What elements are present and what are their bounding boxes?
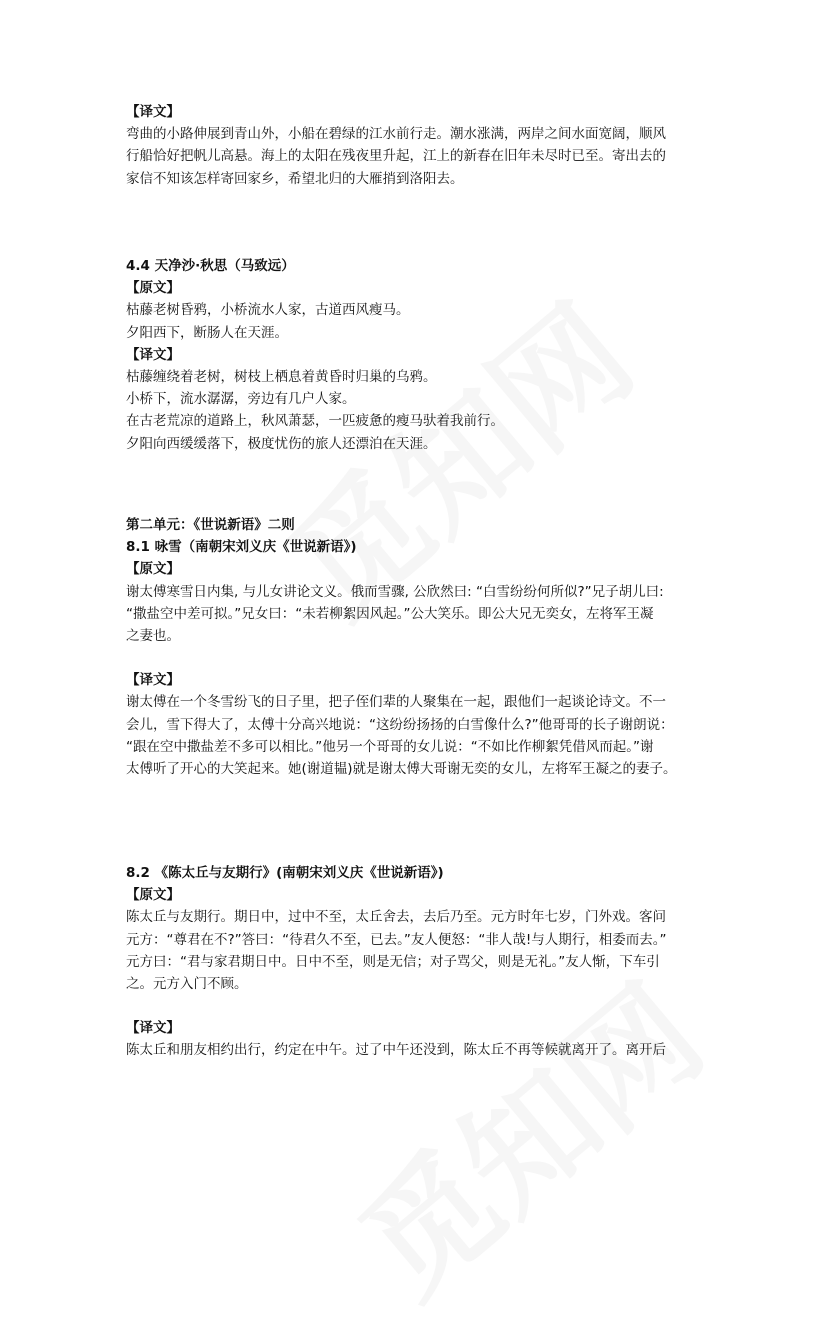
paragraph-line: 元方：“尊君在不?”答曰：“待君久不至，已去。”友人便怒：“非人哉!与人期行，相委而去。”	[126, 931, 667, 948]
section-heading: 8.1 咏雪（南朝宋刘义庆《世说新语》)	[126, 539, 357, 556]
paragraph-line: 枯藤缠绕着老树，树枝上栖息着黄昏时归巢的乌鸦。	[126, 369, 437, 386]
section-label: 【译文】	[126, 346, 180, 363]
paragraph-line: 元方曰：“君与家君期日中。日中不至，则是无信；对子骂父，则是无礼。”友人惭，下车引	[126, 953, 660, 970]
paragraph-line: 陈太丘和朋友相约出行，约定在中午。过了中午还没到，陈太丘不再等候就离开了。离开后	[126, 1042, 666, 1059]
paragraph-line: 家信不知该怎样寄回家乡，希望北归的大雁捎到洛阳去。	[126, 170, 464, 187]
paragraph-line: 之。元方入门不顾。	[126, 976, 248, 993]
paragraph-line: 会儿，雪下得大了，太傅十分高兴地说：“这纷纷扬扬的白雪像什么?”他哥哥的长子谢朗说：	[126, 716, 674, 733]
paragraph-line: “跟在空中撒盐差不多可以相比。”他另一个哥哥的女儿说：“不如比作柳絮凭借风而起。”谢	[126, 738, 654, 755]
paragraph-line: 夕阳向西缓缓落下，极度忧伤的旅人还漂泊在天涯。	[126, 435, 437, 452]
paragraph-line: 谢太傅寒雪日内集, 与儿女讲论文义。俄而雪骤, 公欣然曰: “白雪纷纷何所似?”兄子胡儿曰:	[126, 583, 664, 600]
paragraph-line: 枯藤老树昏鸦，小桥流水人家，古道西风瘦马。	[126, 302, 410, 319]
section-label: 【原文】	[126, 280, 180, 297]
paragraph-line: 谢太傅在一个冬雪纷飞的日子里，把子侄们辈的人聚集在一起，跟他们一起谈论诗文。不一	[126, 694, 666, 711]
paragraph-line: 夕阳西下，断肠人在天涯。	[126, 324, 288, 341]
paragraph-line: “撒盐空中差可拟。”兄女曰：“未若柳絮因风起。”公大笑乐。即公大兄无奕女，左将军王凝	[126, 605, 654, 622]
section-label: 【译文】	[126, 104, 180, 120]
section-tianjingsha	[126, 255, 716, 455]
section-label: 【原文】	[126, 887, 180, 904]
paragraph-line: 在古老荒凉的道路上，秋风萧瑟，一匹疲惫的瘦马驮着我前行。	[126, 413, 504, 430]
section-label: 【原文】	[126, 561, 180, 578]
section-label: 【译文】	[126, 1020, 180, 1037]
section-translation-1	[126, 101, 716, 190]
paragraph-line: 太傅听了开心的大笑起来。她(谢道韫)就是谢太傅大哥谢无奕的女儿，左将军王凝之的妻子。	[126, 761, 677, 778]
section-heading: 8.2 《陈太丘与友期行》(南朝宋刘义庆《世说新语》)	[126, 865, 444, 881]
paragraph-line: 小桥下，流水潺潺，旁边有几户人家。	[126, 391, 356, 408]
paragraph-line: 陈太丘与友期行。期日中，过中不至，太丘舍去，去后乃至。元方时年七岁，门外戏。客问	[126, 909, 666, 926]
section-label: 【译文】	[126, 672, 180, 689]
paragraph-line: 之妻也。	[126, 628, 180, 645]
section-chentaiqiu	[126, 862, 716, 1062]
paragraph-line: 行船恰好把帆儿高悬。海上的太阳在残夜里升起，江上的新春在旧年未尽时已至。寄出去的	[126, 148, 666, 165]
paragraph-line: 弯曲的小路伸展到青山外，小船在碧绿的江水前行走。潮水涨满，两岸之间水面宽阔，顺风	[126, 126, 666, 143]
section-heading: 4.4 天净沙·秋思（马致远）	[126, 258, 295, 274]
section-yongxue	[126, 514, 716, 780]
unit-heading: 第二单元：《世说新语》二则	[126, 517, 295, 533]
